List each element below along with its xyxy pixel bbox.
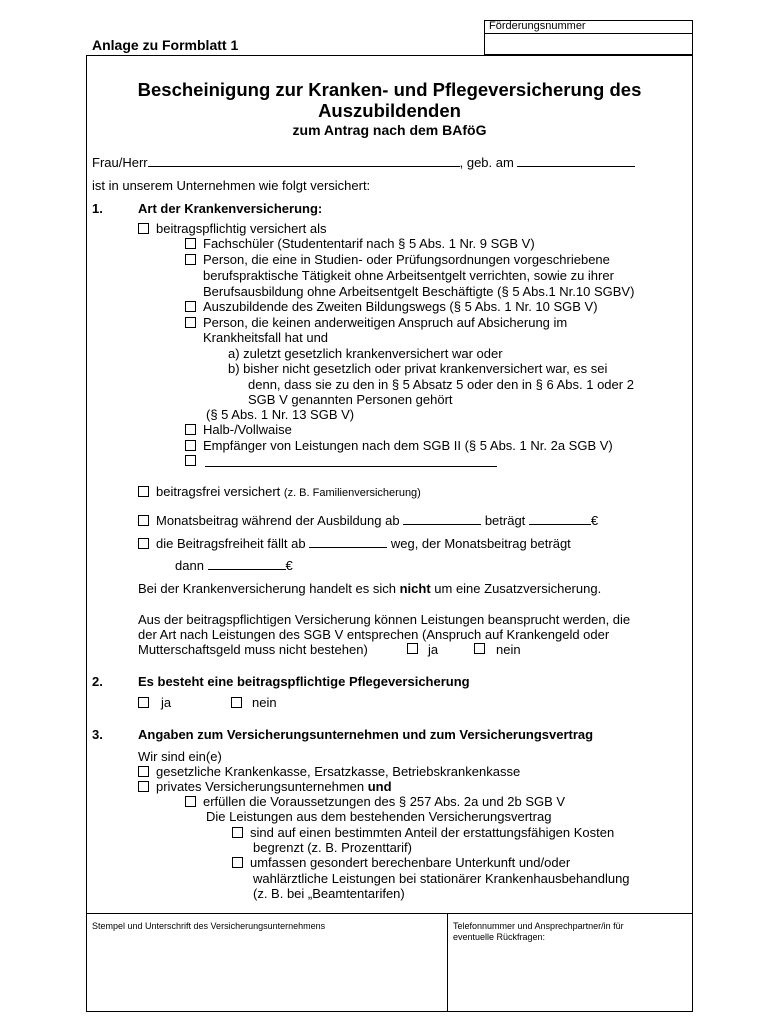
privat-row [156, 779, 392, 794]
dann-row [175, 558, 293, 573]
anlage-label: Anlage zu Formblatt 1 [92, 37, 239, 53]
foerderungsnummer-divider [484, 33, 693, 34]
leistungen-line-1: Aus der beitragspflichtigen Versicherung können Leistungen beansprucht werden, die [138, 612, 631, 627]
monatsbeitrag-checkbox[interactable] [138, 515, 149, 526]
umfassen-label-2: wahlärztliche Leistungen bei stationärer Krankenhausbehandlung [253, 871, 630, 886]
birthdate-field[interactable] [517, 155, 635, 167]
wir-sind-label: Wir sind ein(e) [138, 749, 222, 764]
leistungen-vertrag-label: Die Leistungen aus dem bestehenden Versicherungsvertrag [206, 809, 552, 824]
beitragsfrei-checkbox[interactable] [138, 486, 149, 497]
beitragspflichtig-checkbox[interactable] [138, 223, 149, 234]
sonstiges-checkbox[interactable] [185, 455, 196, 466]
footer-divider [86, 913, 693, 915]
privat-label: privates Versicherungsunternehmen [156, 779, 368, 794]
name-field[interactable] [148, 155, 460, 167]
title-line-2: Auszubildenden [318, 100, 461, 121]
beitragsfreiheit-label: die Beitragsfreiheit fällt ab [156, 536, 306, 551]
gesetzlich-checkbox[interactable] [138, 766, 149, 777]
zusatz-nicht: nicht [399, 581, 431, 596]
gesetzlich-label: gesetzliche Krankenkasse, Ersatzkasse, Betriebskrankenkasse [156, 764, 521, 779]
monatsbeitrag-label: Monatsbeitrag während der Ausbildung ab [156, 513, 400, 528]
dann-euro-sign: € [285, 558, 293, 573]
stempel-label: Stempel und Unterschrift des Versicherungsunternehmens [92, 921, 326, 931]
section2-title: Es besteht eine beitragspflichtige Pflegeversicherung [138, 674, 470, 689]
umfassen-label-3: (z. B. bei „Beamtentarifen) [253, 886, 405, 901]
privat-und: und [367, 779, 392, 794]
betraegt-label: beträgt [484, 513, 526, 528]
foerderungsnummer-label: Förderungsnummer [489, 20, 586, 32]
stempel-area[interactable] [87, 935, 445, 1010]
option-b-label-3: SGB V genannten Personen gehört [248, 392, 453, 407]
leistungen-line-3: Mutterschaftsgeld muss nicht bestehen) [138, 642, 368, 657]
frau-herr-row [92, 155, 635, 170]
beitragspflichtig-label: beitragspflichtig versichert als [156, 221, 327, 236]
zusatz-text [138, 581, 601, 596]
beitragsfrei-label: beitragsfrei versichert [156, 484, 281, 499]
beitragsfrei-hint: (z. B. Familienversicherung) [283, 487, 421, 499]
euro-sign: € [590, 513, 599, 528]
waise-label: Halb-/Vollwaise [203, 422, 292, 437]
section3-title: Angaben zum Versicherungsunternehmen und zum Versicherungsvertrag [138, 727, 594, 742]
waise-checkbox[interactable] [185, 424, 196, 435]
monatsbeitrag-row [156, 513, 598, 528]
section1-number: 1. [92, 201, 103, 216]
leistungen-ja-checkbox[interactable] [407, 643, 418, 654]
telefon-area[interactable] [450, 946, 690, 1010]
beitragsfreiheit-date-field[interactable] [309, 536, 387, 548]
telefon-label-2: eventuelle Rückfragen: [453, 932, 546, 942]
frau-herr-label: Frau/Herr [92, 155, 148, 170]
zweiter-bildungsweg-label: Auszubildende des Zweiten Bildungswegs (§ 5 Abs. 1 Nr. 10 SGB V) [203, 299, 598, 314]
sonstiges-field[interactable] [205, 466, 497, 468]
footer-vertical-divider [447, 913, 449, 1012]
section2-number: 2. [92, 674, 103, 689]
beitragsfrei-row [156, 484, 421, 501]
sgb2-label: Empfänger von Leistungen nach dem SGB II (§ 5 Abs. 1 Nr. 2a SGB V) [203, 438, 613, 453]
kein-anspruch-label-2: Krankheitsfall hat und [203, 330, 329, 345]
telefon-label-1: Telefonnummer und Ansprechpartner/in für [453, 921, 624, 931]
monatsbeitrag-date-field[interactable] [403, 513, 481, 525]
kein-anspruch-checkbox[interactable] [185, 317, 196, 328]
praktikum-label-3: Berufsausbildung ohne Arbeitsentgelt Beschäftigte (§ 5 Abs.1 Nr.10 SGBV) [203, 284, 635, 299]
leistungen-line-2: der Art nach Leistungen des SGB V entsprechen (Anspruch auf Krankengeld oder [138, 627, 610, 642]
privat-checkbox[interactable] [138, 781, 149, 792]
leistungen-nein-checkbox[interactable] [474, 643, 485, 654]
anteil-checkbox[interactable] [232, 827, 243, 838]
pflege-ja-label: ja [161, 695, 172, 710]
page-subtitle: zum Antrag nach dem BAföG [292, 122, 487, 138]
zweiter-bildungsweg-checkbox[interactable] [185, 301, 196, 312]
option-b-label-1: b) bisher nicht gesetzlich oder privat krankenversichert war, es sei [228, 361, 608, 376]
sgb2-checkbox[interactable] [185, 440, 196, 451]
dann-label: dann [175, 558, 204, 573]
zusatz-post: um eine Zusatzversicherung. [430, 581, 602, 596]
geb-am-label: , geb. am [459, 155, 514, 170]
erfuellen-checkbox[interactable] [185, 796, 196, 807]
dann-amount-field[interactable] [208, 558, 286, 570]
erfuellen-label: erfüllen die Voraussetzungen des § 257 Abs. 2a und 2b SGB V [203, 794, 566, 809]
option-a-label: a) zuletzt gesetzlich krankenversichert war oder [228, 346, 503, 361]
fachschueler-label: Fachschüler (Studententarif nach § 5 Abs. 1 Nr. 9 SGB V) [203, 236, 535, 251]
anteil-label-1: sind auf einen bestimmten Anteil der erstattungsfähigen Kosten [250, 825, 615, 840]
option-b-label-2: denn, dass sie zu den in § 5 Absatz 5 oder den in § 6 Abs. 1 oder 2 [248, 377, 634, 392]
fachschueler-checkbox[interactable] [185, 238, 196, 249]
pflege-nein-label: nein [252, 695, 277, 710]
beitragsfreiheit-row [156, 536, 571, 551]
praktikum-label-1: Person, die eine in Studien- oder Prüfungsordnungen vorgeschriebene [203, 252, 610, 267]
praktikum-checkbox[interactable] [185, 254, 196, 265]
section1-title: Art der Krankenversicherung: [138, 201, 323, 216]
pflege-nein-checkbox[interactable] [231, 697, 242, 708]
monatsbeitrag-amount-field[interactable] [529, 513, 591, 525]
versichert-text: ist in unserem Unternehmen wie folgt versichert: [92, 178, 371, 193]
section3-number: 3. [92, 727, 103, 742]
beitragsfreiheit-checkbox[interactable] [138, 538, 149, 549]
praktikum-label-2: berufspraktische Tätigkeit ohne Arbeitsentgelt verrichten, sowie zu ihrer [203, 268, 614, 283]
kein-anspruch-label-1: Person, die keinen anderweitigen Anspruch auf Absicherung im [203, 315, 568, 330]
leistungen-ja-label: ja [428, 642, 439, 657]
weg-label: weg, der Monatsbeitrag beträgt [390, 536, 571, 551]
anteil-label-2: begrenzt (z. B. Prozenttarif) [253, 840, 412, 855]
umfassen-label-1: umfassen gesondert berechenbare Unterkunft und/oder [250, 855, 571, 870]
pflege-ja-checkbox[interactable] [138, 697, 149, 708]
title-line-1: Bescheinigung zur Kranken- und Pflegeversicherung des [137, 79, 642, 100]
zusatz-pre: Bei der Krankenversicherung handelt es sich [138, 581, 400, 596]
option-reference: (§ 5 Abs. 1 Nr. 13 SGB V) [206, 407, 355, 422]
leistungen-nein-label: nein [496, 642, 521, 657]
page-title [86, 79, 693, 121]
umfassen-checkbox[interactable] [232, 857, 243, 868]
